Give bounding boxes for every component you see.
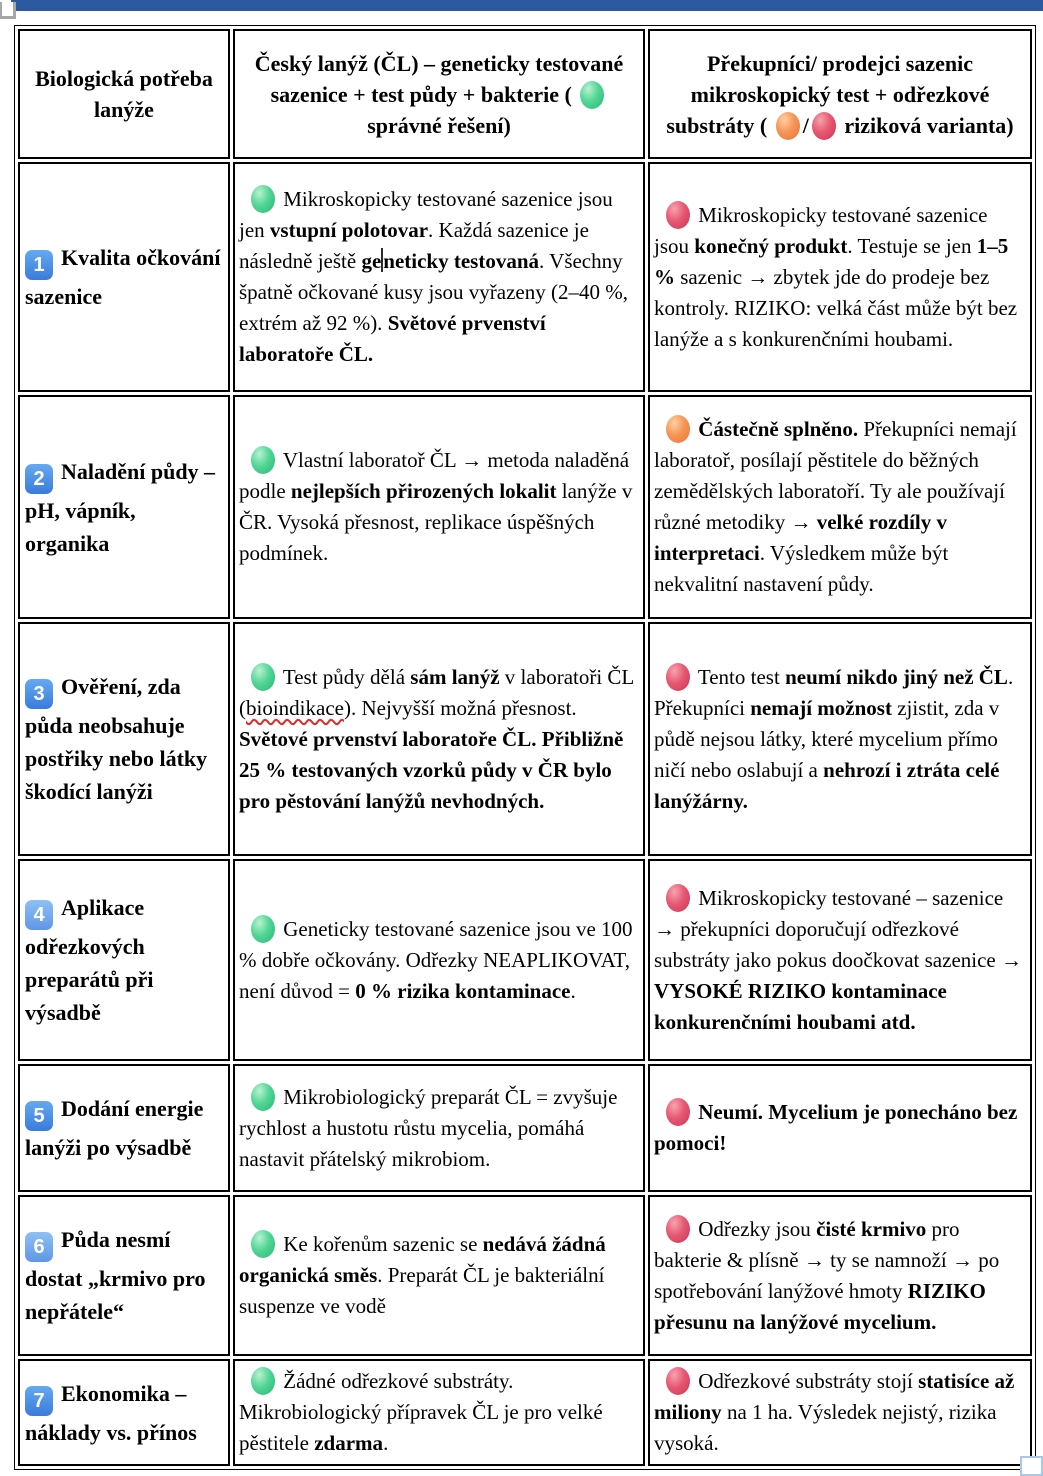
cl-cell-4[interactable] <box>233 859 645 1061</box>
text-run: neumí nikdo jiný než ČL <box>785 664 1008 689</box>
text-run: bioindikace <box>246 695 344 720</box>
dealer-cell-6[interactable] <box>648 1195 1032 1356</box>
green-dot-icon <box>580 81 604 109</box>
text-run: . <box>570 978 576 1003</box>
cl-cell-6[interactable] <box>233 1195 645 1356</box>
text-run: ). Nejvyšší možná přesnost. <box>343 695 577 720</box>
text-run: Biologická potřeba lanýže <box>35 66 213 122</box>
text-run: Kvalita očkování sazenice <box>25 245 221 309</box>
cl-cell-7[interactable] <box>233 1359 645 1466</box>
row-number-badge-icon: 1 <box>25 250 53 280</box>
text-run: Světové prvenství laboratoře ČL. <box>239 311 546 366</box>
text-run: Geneticky testované sazenice jsou ve 100 % dobře očkovány. Odřezky NEAPLIKOVAT, není důvod = <box>239 916 633 1003</box>
text-run: Aplikace odřezkových preparátů při výsadbě <box>25 895 154 1025</box>
text-run: Český lanýž (ČL) – geneticky testované sazenice + test půdy + bakterie ( <box>254 50 624 107</box>
window-top-bar <box>11 0 1043 11</box>
need-cell-2[interactable] <box>18 395 230 619</box>
comparison-table-body <box>18 29 1032 1466</box>
text-run: neticky testovaná <box>383 249 540 273</box>
green-dot-icon <box>251 915 275 943</box>
text-run: Odřezkové substráty stojí <box>693 1369 919 1393</box>
text-run: 1–5 % <box>654 233 1009 289</box>
text-run: Ověření, zda půda neobsahuje postřiky nebo látky škodící lanýži <box>25 674 208 804</box>
text-run: Částečně splněno. <box>698 417 859 441</box>
green-dot-icon <box>251 1367 275 1395</box>
need-cell-4[interactable] <box>18 859 230 1061</box>
text-run: zdarma <box>314 1431 384 1455</box>
text-run: na 1 ha. Výsledek nejistý, rizika vysoká. <box>654 1400 997 1455</box>
text-run: RIZIKO přesunu na lanýžové mycelium. <box>654 1278 986 1334</box>
cl-cell-1[interactable] <box>233 162 645 392</box>
text-run: Půda nesmí dostat „krmivo pro nepřátele“ <box>25 1227 206 1324</box>
text-run: 0 % rizika kontaminace <box>355 978 571 1003</box>
text-run: nejlepších přirozených lokalit <box>290 479 557 503</box>
text-run: Test půdy dělá <box>278 664 411 689</box>
dealer-cell-3[interactable] <box>648 622 1032 856</box>
dealer-cell-5[interactable] <box>648 1064 1032 1192</box>
need-cell-1[interactable] <box>18 162 230 392</box>
text-run: Naladění půdy – pH, vápník, organika <box>25 458 216 556</box>
table-header-row <box>18 29 1032 159</box>
text-run: vstupní polotovar <box>269 218 429 242</box>
text-run: Ekonomika – náklady vs. přínos <box>25 1380 197 1445</box>
text-run: konečný produkt <box>694 233 848 258</box>
green-dot-icon <box>251 185 275 213</box>
text-run: Mikroskopicky testované – sazenice → překupníci doporučují odřezkové substráty jako pokus doočkovat sazenice → <box>654 885 1022 972</box>
red-dot-icon <box>666 201 690 229</box>
row-number-badge-icon: 4 <box>25 900 53 930</box>
text-run: zjistit, zda v půdě nejsou látky, které mycelium přímo ničí nebo oslabují a <box>654 695 1000 782</box>
row-number-badge-icon: 2 <box>25 464 53 494</box>
green-dot-icon <box>251 446 275 474</box>
text-run: Mikroskopicky testované sazenice jsou <box>654 202 988 258</box>
row-number-badge-icon: 5 <box>25 1101 53 1131</box>
text-run: nemají možnost <box>750 695 892 720</box>
text-run: . Výsledkem může být nekvalitní nastavení půdy. <box>654 541 949 596</box>
text-run: Žádné odřezkové substráty. Mikrobiologický přípravek ČL je pro velké pěstitele <box>239 1369 603 1455</box>
table-row-2 <box>18 395 1032 619</box>
scroll-corner-box <box>0 2 16 19</box>
table-row-7 <box>18 1359 1032 1466</box>
text-run: velké rozdíly v interpretaci <box>654 510 947 565</box>
text-run: Odřezky jsou <box>693 1216 817 1241</box>
text-run: Mikrobiologický preparát ČL = zvyšuje rychlost a hustotu růstu mycelia, pomáhá nastavit přátelský mikrobiom. <box>239 1084 618 1171</box>
cl-cell-2[interactable] <box>233 395 645 619</box>
green-dot-icon <box>251 1230 275 1258</box>
need-cell-5[interactable] <box>18 1064 230 1192</box>
dealer-cell-2[interactable] <box>648 395 1032 619</box>
text-run: Vlastní laboratoř ČL → metoda naladěná podle <box>239 448 630 503</box>
text-run: . <box>383 1431 389 1455</box>
text-run: . Testuje se jen <box>847 233 977 258</box>
text-run: Světové prvenství laboratoře ČL. Přibližně 25 % testovaných vzorků půdy v ČR bylo pro pěstování lanýžů nevhodných. <box>239 726 624 813</box>
red-dot-icon <box>666 1215 690 1243</box>
table-row-1 <box>18 162 1032 392</box>
red-dot-icon <box>666 884 690 912</box>
text-run: Mikroskopicky testované sazenice jsou jen <box>239 187 613 242</box>
text-run: čisté krmivo <box>816 1216 927 1241</box>
table-row-4 <box>18 859 1032 1061</box>
table-row-3 <box>18 622 1032 856</box>
text-run: . Každá sazenice je následně ještě <box>239 218 589 273</box>
text-run: Překupníci nemají laboratoř, posílají pěstitele do běžných zemědělských laboratoří. Ty ale používají různé metodiky → <box>654 417 1017 534</box>
text-run: Dodání energie lanýži po výsadbě <box>25 1096 204 1160</box>
red-dot-icon <box>812 112 836 140</box>
text-run: sazenic → zbytek jde do prodeje bez kontroly. RIZIKO: velká část může být bez lanýže a s konkurenčními houbami. <box>654 264 1018 351</box>
cl-cell-3[interactable] <box>233 622 645 856</box>
text-run: . Překupníci <box>654 664 1014 720</box>
table-row-6 <box>18 1195 1032 1356</box>
text-run: nedává žádná organická směs <box>239 1232 606 1287</box>
text-run: riziková varianta) <box>838 112 1014 138</box>
dealer-cell-1[interactable] <box>648 162 1032 392</box>
comparison-table <box>14 25 1036 1470</box>
row-number-badge-icon: 7 <box>25 1386 53 1416</box>
text-run: správné řešení) <box>367 112 511 138</box>
cl-cell-5[interactable] <box>233 1064 645 1192</box>
row-number-badge-icon: 6 <box>25 1232 53 1262</box>
text-run: v laboratoři ČL ( <box>239 664 634 720</box>
text-run: Překupníci/ prodejci sazenic mikroskopický test + odřezkové substráty ( <box>666 50 990 138</box>
row-number-badge-icon: 3 <box>25 679 53 709</box>
need-cell-7[interactable] <box>18 1359 230 1466</box>
orange-dot-icon <box>666 415 690 443</box>
text-run: lanýže v ČR. Vysoká přesnost, replikace úspěšných podmínek. <box>239 479 633 565</box>
text-run: . Všechny špatně očkované kusy jsou vyřazeny (2–40 %, extrém až 92 %). <box>239 249 628 335</box>
red-dot-icon <box>666 1098 690 1126</box>
text-run: / <box>802 112 809 138</box>
text-run: statisíce až miliony <box>654 1369 1015 1424</box>
header-dealer-cell[interactable] <box>648 29 1032 159</box>
dealer-cell-4[interactable] <box>648 859 1032 1061</box>
green-dot-icon <box>251 1083 275 1111</box>
text-run: Ke kořenům sazenic se <box>278 1232 483 1256</box>
red-dot-icon <box>666 663 690 691</box>
text-run: VYSOKÉ RIZIKO kontaminace konkurenčními houbami atd. <box>654 978 947 1034</box>
header-cl-cell[interactable] <box>233 29 645 159</box>
green-dot-icon <box>251 663 275 691</box>
red-dot-icon <box>666 1367 690 1395</box>
need-cell-6[interactable] <box>18 1195 230 1356</box>
text-run: nehrozí i ztráta celé lanýžárny. <box>654 757 1000 813</box>
dealer-cell-7[interactable] <box>648 1359 1032 1466</box>
header-need-cell[interactable] <box>18 29 230 159</box>
table-row-5 <box>18 1064 1032 1192</box>
text-run: Neumí. Mycelium je ponecháno bez pomoci! <box>654 1100 1018 1155</box>
resize-handle[interactable] <box>1020 1456 1043 1476</box>
text-run: Tento test <box>693 664 786 689</box>
orange-dot-icon <box>776 112 800 140</box>
text-run: pro bakterie & plísně → ty se namnoží → po spotřebování lanýžové hmoty <box>654 1216 1000 1303</box>
text-run: ge <box>361 249 382 273</box>
text-run: . Preparát ČL je bakteriální suspenze ve vodě <box>239 1263 605 1318</box>
need-cell-3[interactable] <box>18 622 230 856</box>
text-run: sám lanýž <box>410 664 500 689</box>
